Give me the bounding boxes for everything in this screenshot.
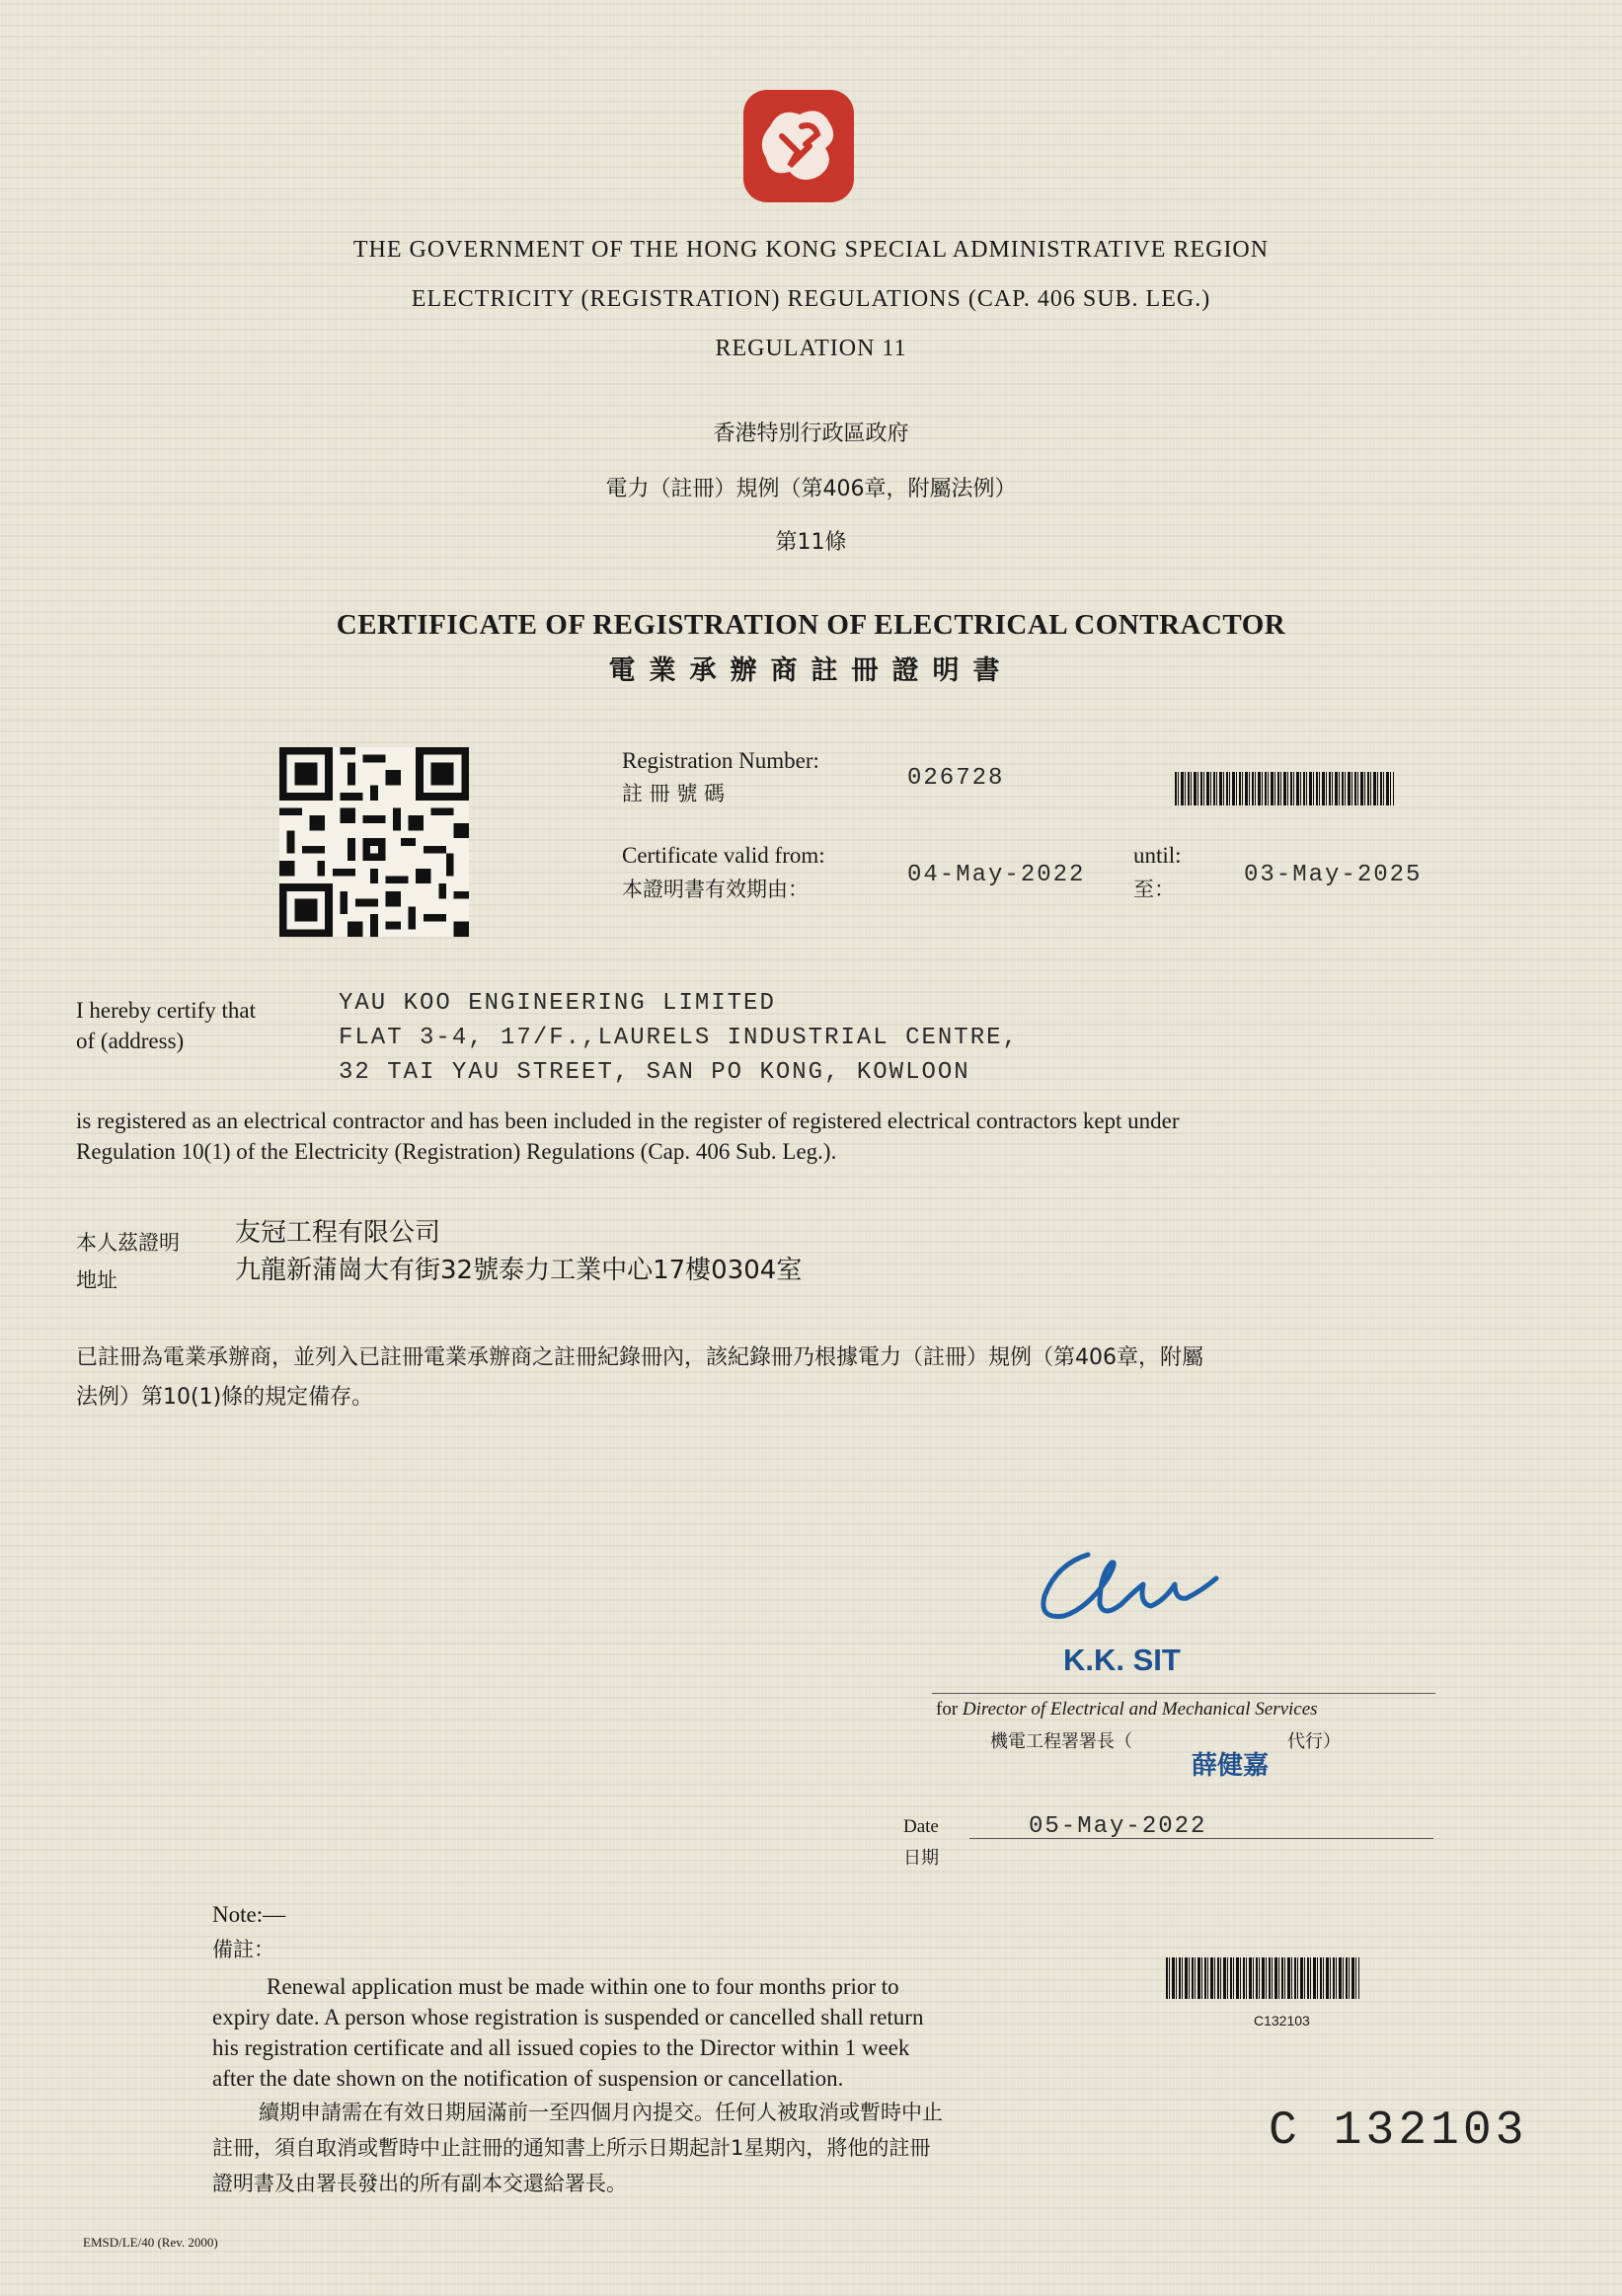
valid-until-label: until: [1133, 843, 1182, 868]
signatory-name-zh: 薛健嘉 [1192, 1751, 1270, 1781]
signature [1027, 1535, 1224, 1644]
issue-date: 05-May-2022 [1029, 1813, 1207, 1840]
serial-number: C 132103 [1269, 2105, 1528, 2158]
address-line-2: 32 TAI YAU STREET, SAN PO KONG, KOWLOON [339, 1059, 970, 1086]
serial-barcode [1166, 1957, 1359, 1999]
for-prefix: for [936, 1699, 959, 1720]
note-zh-line-3: 證明書及由署長發出的所有副本交還給署長。 [212, 2172, 627, 2195]
valid-until-value: 03-May-2025 [1244, 862, 1423, 888]
signatory-for [936, 1699, 1318, 1721]
certify-label: I hereby certify that [76, 998, 256, 1023]
certificate-title-zh: 電業承辦商註冊證明書 [608, 655, 1014, 686]
header-regulation-number-zh: 第11條 [775, 530, 847, 555]
valid-from-label: Certificate valid from: [622, 843, 825, 868]
registration-statement-zh-1: 已註冊為電業承辦商，並列入已註冊電業承辦商之註冊紀錄冊內，該紀錄冊乃根據電力（註冊）規例（第406章，附屬 [76, 1345, 1203, 1370]
registration-statement-en-1: is registered as an electrical contractor and has been included in the register of registered electrical contractors kept under [76, 1109, 1180, 1133]
header-regulation-number: REGULATION 11 [715, 336, 907, 361]
header-government-zh: 香港特別行政區政府 [713, 421, 909, 446]
address-zh: 九龍新蒲崗大有街32號泰力工業中心17樓0304室 [235, 1256, 803, 1285]
note-label: Note:— [212, 1902, 286, 1927]
date-label-zh: 日期 [903, 1848, 939, 1869]
registration-barcode [1175, 772, 1394, 805]
signatory-title-zh-suffix: 代行） [1287, 1731, 1341, 1752]
registration-number-value: 026728 [907, 765, 1005, 792]
registration-number-label-zh: 註 冊 號 碼 [622, 782, 726, 805]
note-en-line-4: after the date shown on the notification of suspension or cancellation. [212, 2066, 844, 2091]
header-government: THE GOVERNMENT OF THE HONG KONG SPECIAL ADMINISTRATIVE REGION [352, 237, 1270, 263]
certify-label-zh: 本人茲證明 [76, 1231, 180, 1255]
address-label: of (address) [76, 1029, 185, 1053]
date-label: Date [903, 1816, 939, 1837]
company-name-zh: 友冠工程有限公司 [235, 1218, 441, 1248]
signatory-title-zh-prefix: 機電工程署署長（ [990, 1731, 1132, 1752]
registration-statement-en-2: Regulation 10(1) of the Electricity (Registration) Regulations (Cap. 406 Sub. Leg.). [76, 1139, 837, 1164]
registration-number-label: Registration Number: [622, 748, 819, 773]
note-en-line-3: his registration certificate and all issued copies to the Director within 1 week [212, 2035, 910, 2060]
emsd-logo-icon [740, 87, 857, 205]
signatory-name: K.K. SIT [1063, 1643, 1181, 1677]
header-regulations-zh: 電力（註冊）規例（第406章，附屬法例） [605, 477, 1017, 501]
valid-from-label-zh: 本證明書有效期由： [622, 878, 809, 901]
form-code: EMSD/LE/40 (Rev. 2000) [83, 2235, 218, 2250]
certificate-title: CERTIFICATE OF REGISTRATION OF ELECTRICAL CONTRACTOR [336, 609, 1286, 641]
address-line-1: FLAT 3-4, 17/F.,LAURELS INDUSTRIAL CENTRE, [339, 1025, 1019, 1051]
qr-code [279, 747, 469, 937]
note-en-line-1: Renewal application must be made within one to four months prior to [267, 1974, 899, 1999]
signature-line [932, 1693, 1435, 1694]
date-line [969, 1838, 1433, 1839]
address-label-zh: 地址 [76, 1268, 117, 1292]
company-name: YAU KOO ENGINEERING LIMITED [339, 990, 776, 1017]
registration-statement-zh-2: 法例）第10(1)條的規定備存。 [76, 1385, 374, 1410]
valid-until-label-zh: 至： [1133, 878, 1175, 901]
note-zh-line-2: 註冊，須自取消或暫時中止註冊的通知書上所示日期起計1星期內，將他的註冊 [212, 2136, 931, 2160]
signatory-title: Director of Electrical and Mechanical Services [962, 1699, 1318, 1720]
serial-barcode-text: C132103 [1254, 2013, 1310, 2028]
valid-from-value: 04-May-2022 [907, 862, 1086, 888]
header-regulations: ELECTRICITY (REGISTRATION) REGULATIONS (CAP. 406 SUB. LEG.) [411, 286, 1211, 312]
note-label-zh: 備註： [212, 1938, 274, 1961]
note-zh-line-1: 續期申請需在有效日期屆滿前一至四個月內提交。任何人被取消或暫時中止 [259, 2101, 943, 2124]
note-en-line-2: expiry date. A person whose registration is suspended or cancelled shall return [212, 2005, 924, 2029]
